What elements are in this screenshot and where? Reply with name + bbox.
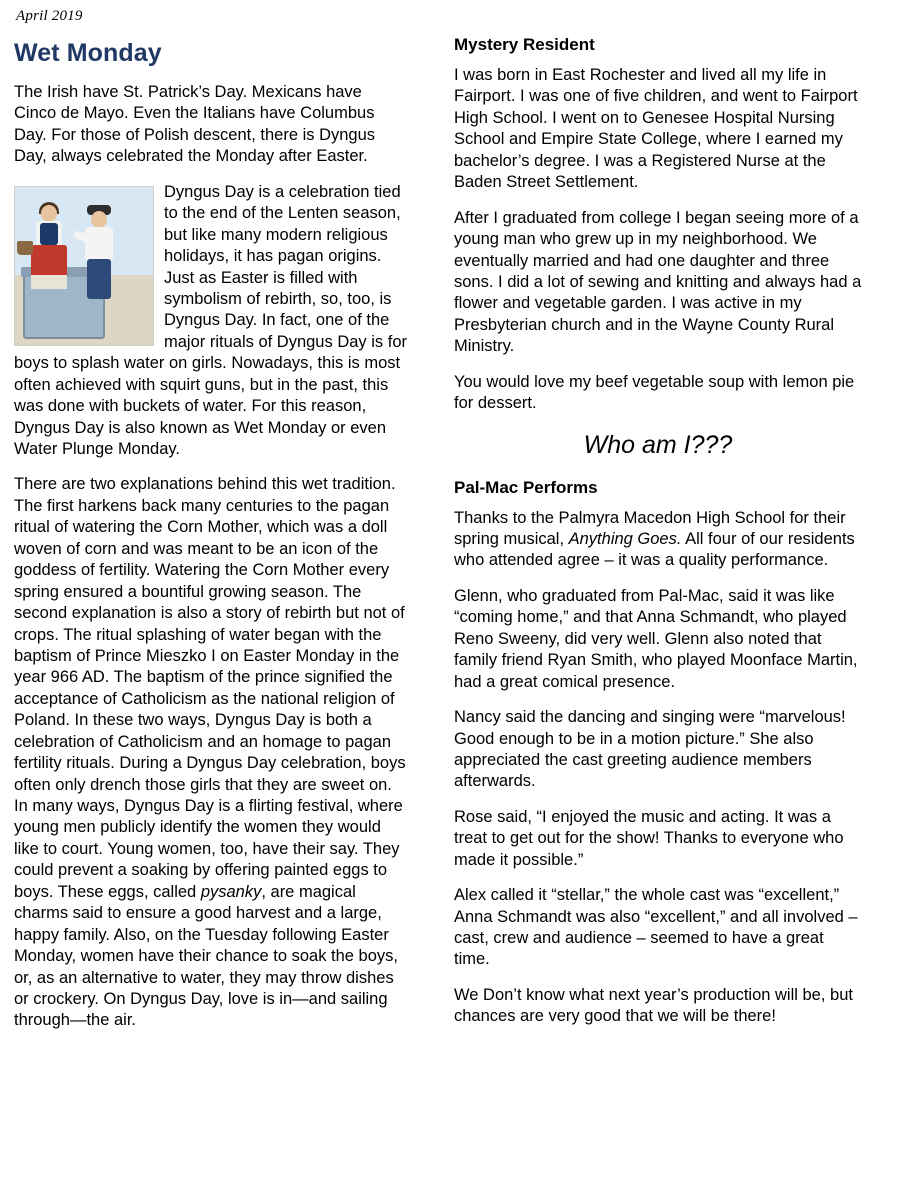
musical-title-italic: Anything Goes. (568, 530, 682, 548)
palmac-paragraph-nancy: Nancy said the dancing and singing were “marvelous! Good enough to be in a motion picture.” She also appreciated the cast greeting audience members afterwards. (454, 708, 846, 791)
article-headline-wet-monday: Wet Monday (14, 39, 162, 67)
dyngus-day-photo (14, 186, 154, 346)
tradition-text-part2: , are magical charms said to ensure a good harvest and a large, happy family. Also, on the Tuesday following Easter Monday, women have their chance to soak the boys, or, as an alternative to water, they may throw dishes or crockery. On Dyngus Day, love is in—and sailing through—the air. (14, 882, 398, 1030)
mystery-paragraph-1: I was born in East Rochester and lived all my life in Fairport. I was one of five children, and went to Fairport High School. I went on to Genesee Hospital Nursing School and Empire State College, where I earned my bachelor’s degree. I was a Registered Nurse at the Baden Street Settlement. (454, 66, 858, 192)
palmac-intro-part1: Thanks to the Palmyra Macedon High School for their spring musical, (454, 508, 846, 548)
two-column-layout (14, 35, 886, 1046)
left-column (14, 35, 408, 1046)
photo-bucket (17, 241, 33, 255)
who-am-i-callout: Who am I??? (583, 430, 733, 459)
pysanky-italic: pysanky (200, 882, 262, 901)
palmac-intro-paragraph (454, 508, 862, 572)
wet-monday-paragraph-2: Dyngus Day is a celebration tied to the end of the Lenten season, but like many modern religious holidays, it has pagan origins. Just as Easter is filled with symbolism of rebirth, so, too, is Dyngus Day. In fact, one of the major rituals of Dyngus Day is for boys to splash water on girls. Nowadays, this is most often achieved with squirt guns, but in the past, this was done with buckets of water. For this reason, Dyngus Day is also known as Wet Monday or even Water Plunge Monday. (14, 182, 407, 458)
wet-monday-tradition-paragraph (14, 474, 408, 1031)
photo-girl-figure (29, 205, 69, 311)
section-heading-mystery-resident: Mystery Resident (454, 35, 595, 54)
palmac-paragraph-glenn: Glenn, who graduated from Pal-Mac, said it was like “coming home,” and that Anna Schmandt, who played Reno Sweeny, did very well. Glenn also noted that family friend Ryan Smith, who played Moonface Martin, had a great comical presence. (454, 586, 858, 691)
right-column (454, 35, 862, 1042)
wet-monday-paragraph-1: The Irish have St. Patrick’s Day. Mexicans have Cinco de Mayo. Even the Italians have Columbus Day. For those of Polish descent, there is Dyngus Day, always celebrated the Monday after Easter. (14, 83, 376, 166)
mystery-paragraph-2: After I graduated from college I began seeing more of a young man who grew up in my neighborhood. We eventually married and had one daughter and three sons. I did a lot of sewing and knitting and always had a flower and vegetable garden. I was active in my Presbyterian church and in the Wayne County Rural Ministry. (454, 208, 862, 356)
photo-boy-figure (77, 211, 123, 315)
palmac-paragraph-rose: Rose said, “I enjoyed the music and acting. It was a treat to get out for the show! Thanks to everyone who made it possible.” (454, 807, 844, 869)
mystery-paragraph-3: You would love my beef vegetable soup with lemon pie for dessert. (454, 372, 855, 413)
issue-date: April 2019 (16, 8, 83, 24)
palmac-intro-part2: All four of our residents who attended agree – it was a quality performance. (454, 530, 855, 570)
section-heading-pal-mac-performs: Pal-Mac Performs (454, 477, 598, 497)
palmac-paragraph-closing: We Don’t know what next year’s production will be, but chances are very good that we will be there! (454, 985, 853, 1026)
tradition-text-part1: There are two explanations behind this wet tradition. The first harkens back many centuries to the pagan ritual of watering the Corn Mother, which was a doll woven of corn and was meant to be an icon of the goddess of fertility. Watering the Corn Mother every spring ensured a bountiful growing season. The second explanation is also a story of rebirth but not of crops. The ritual splashing of water began with the baptism of Prince Mieszko I on Easter Monday in the year 966 AD. The baptism of the prince signified the acceptance of Catholicism as the national religion of Poland. In these two ways, Dyngus Day is both a celebration of Catholicism and an homage to pagan fertility rituals. During a Dyngus Day celebration, boys often only drench those girls that they are sweet on. In many ways, Dyngus Day is a flirting festival, where young men publicly identify the women they would like to court. Young women, too, have their say. They could prevent a soaking by offering painted eggs to boys. These eggs, called (14, 475, 406, 901)
palmac-paragraph-alex: Alex called it “stellar,” the whole cast was “excellent,” Anna Schmandt was also “excellent,” and all involved – cast, crew and audience – seemed to have a great time. (454, 886, 858, 969)
